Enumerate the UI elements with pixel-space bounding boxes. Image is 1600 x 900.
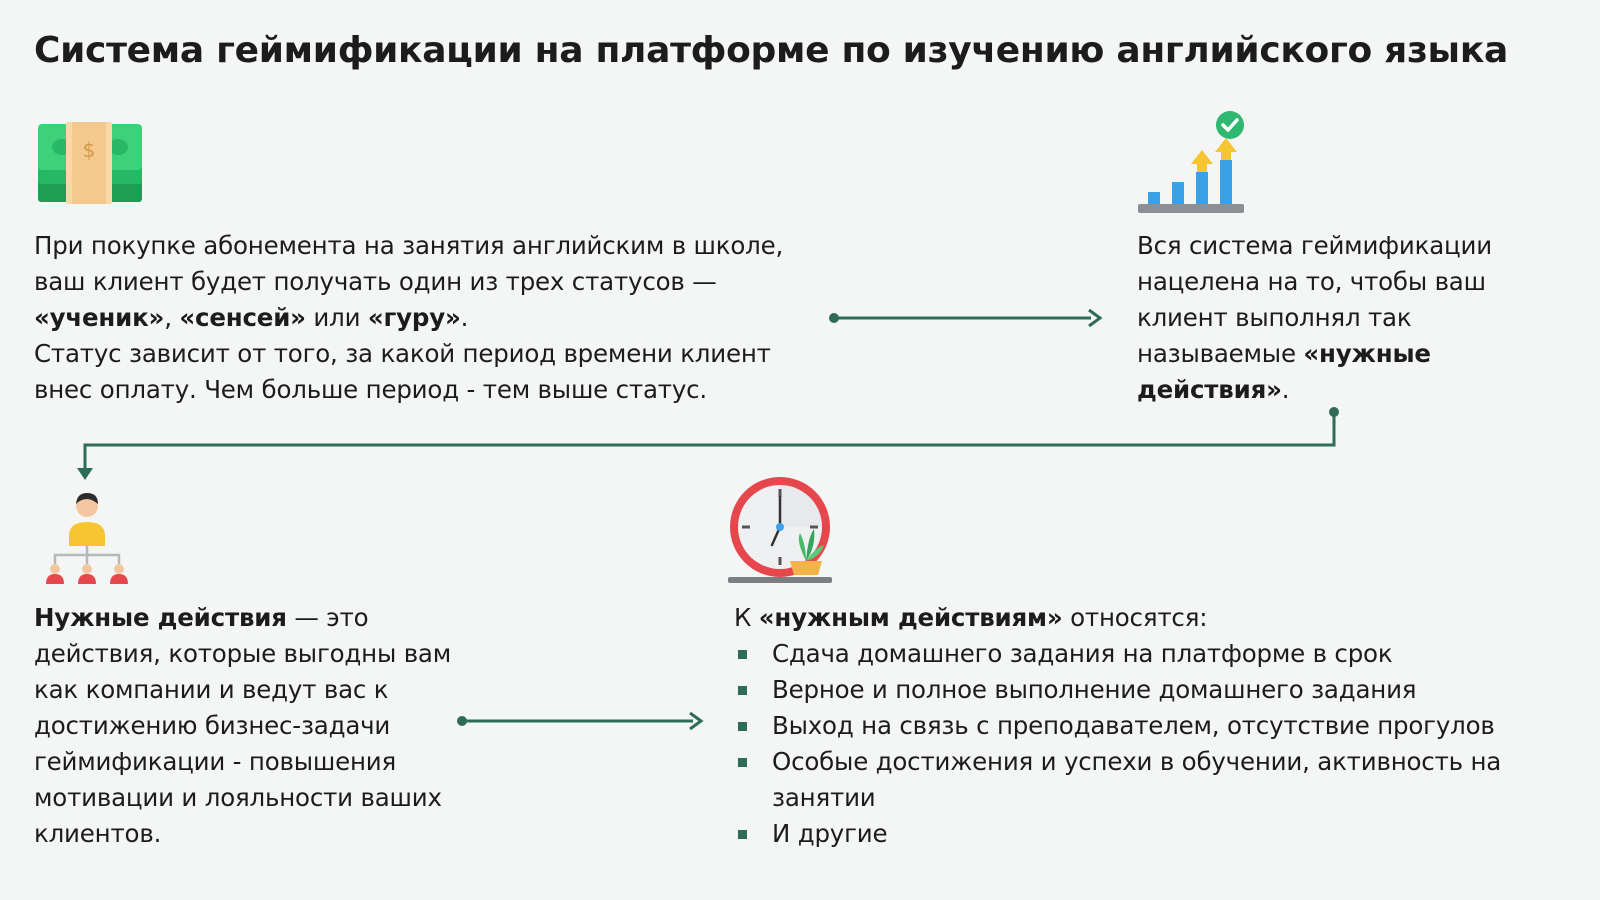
page-title: Система геймификации на платформе по изучению английского языка bbox=[34, 30, 1508, 71]
status-student: «ученик» bbox=[34, 303, 165, 332]
list-item: Сдача домашнего задания на платформе в срок bbox=[734, 636, 1574, 672]
goal-emphasis: «нужные действия» bbox=[1137, 339, 1431, 404]
arrow-goal-to-definition-dot bbox=[1329, 407, 1339, 417]
arrow-definition-to-list bbox=[463, 713, 701, 729]
goal-text: Вся система геймификации нацелена на то, чтобы ваш клиент выполнял так называемые «нужные действия». bbox=[1137, 231, 1492, 404]
list-item: Выход на связь с преподавателем, отсутствие прогулов bbox=[734, 708, 1574, 744]
purchase-status-text bbox=[34, 228, 834, 408]
purchase-statuses: «ученик», «сенсей» или «гуру». bbox=[34, 303, 469, 332]
actions-list-block bbox=[734, 600, 1574, 852]
purchase-line-1: При покупке абонемента на занятия английским в школе, bbox=[34, 231, 784, 260]
arrow-goal-to-definition bbox=[85, 413, 1334, 470]
list-item: И другие bbox=[734, 816, 1574, 852]
actions-list bbox=[734, 636, 1574, 852]
purchase-line-4: Статус зависит от того, за какой период времени клиент внес оплату. Чем больше период - тем выше статус. bbox=[34, 339, 771, 404]
definition-text: Нужные действия — это действия, которые выгодны вам как компании и ведут вас к достижению бизнес-задачи геймификации - повышения мотивации и лояльности ваших клиентов. bbox=[34, 603, 452, 848]
svg-text:$: $ bbox=[82, 138, 96, 162]
list-item: Верное и полное выполнение домашнего задания bbox=[734, 672, 1574, 708]
arrow-goal-to-definition-head bbox=[77, 468, 93, 480]
actions-intro-emphasis: «нужным действиям» bbox=[758, 603, 1063, 632]
purchase-line-2: ваш клиент будет получать один из трех статусов — bbox=[34, 267, 717, 296]
status-sensei: «сенсей» bbox=[179, 303, 306, 332]
arrow-purchase-to-goal bbox=[835, 310, 1100, 326]
actions-intro: К «нужным действиям» относятся: bbox=[734, 603, 1208, 632]
status-guru: «гуру» bbox=[367, 303, 461, 332]
definition-term: Нужные действия bbox=[34, 603, 287, 632]
list-item: Особые достижения и успехи в обучении, активность на занятии bbox=[734, 744, 1574, 816]
